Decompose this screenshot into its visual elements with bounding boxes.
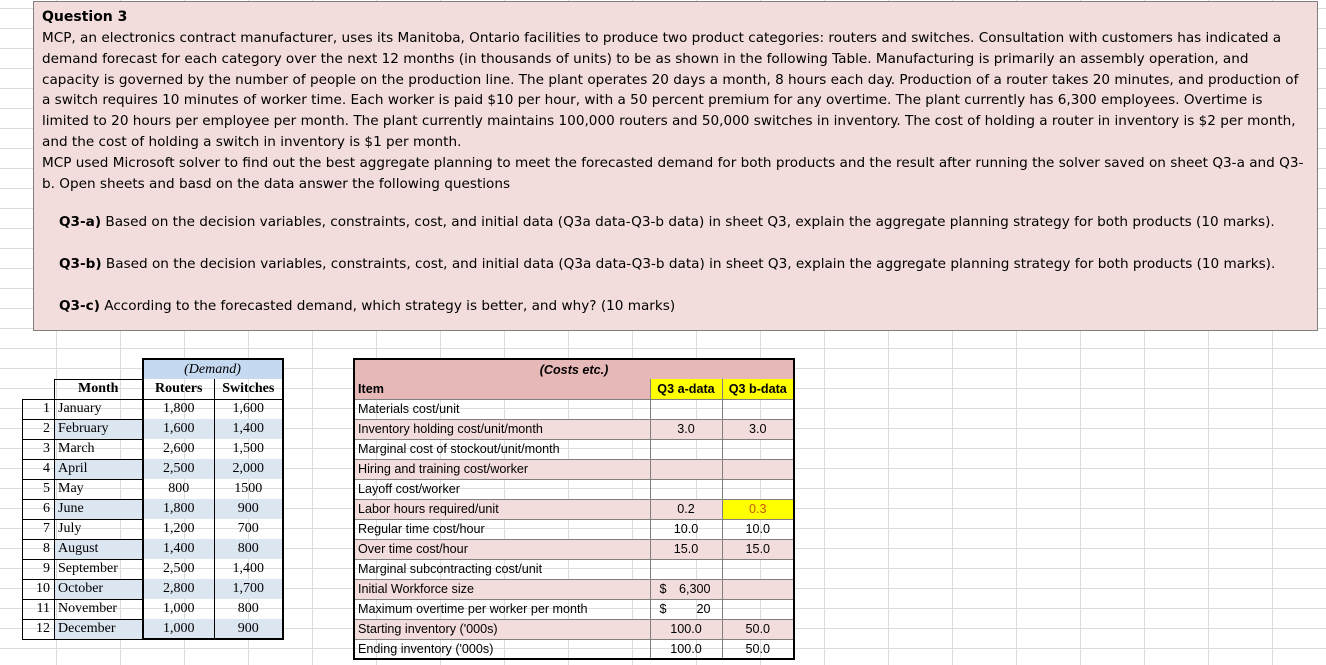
demand-row-switches[interactable]: 1,600 — [215, 399, 283, 419]
costs-row-q3b[interactable]: 10.0 — [722, 519, 794, 539]
demand-row — [23, 479, 283, 499]
costs-row — [354, 399, 794, 419]
demand-header-switches[interactable]: Switches — [215, 379, 283, 399]
sub-question-c-text: According to the forecasted demand, which strategy is better, and why? (10 marks) — [99, 297, 676, 314]
costs-row-q3a[interactable]: 100.0 — [650, 639, 722, 659]
demand-row-month[interactable]: June — [55, 499, 143, 519]
demand-row-index[interactable]: 4 — [23, 459, 55, 479]
costs-row-item[interactable]: Marginal cost of stockout/unit/month — [354, 439, 650, 459]
sub-question-b-text: Based on the decision variables, constraints, cost, and initial data (Q3a data-Q3-b data) in sheet Q3, explain the aggregate planning strategy for both products (10 marks). — [101, 256, 1276, 273]
costs-row — [354, 459, 794, 479]
costs-row-q3a[interactable] — [650, 579, 722, 599]
costs-row-item[interactable]: Maximum overtime per worker per month — [354, 599, 650, 619]
demand-row-month[interactable]: December — [55, 619, 143, 639]
costs-row-q3b[interactable]: 15.0 — [722, 539, 794, 559]
costs-row — [354, 539, 794, 559]
demand-row-switches[interactable]: 700 — [215, 519, 283, 539]
costs-row-q3b[interactable] — [722, 579, 794, 599]
question-paragraph-2: MCP used Microsoft solver to find out the best aggregate planning to meet the forecasted demand for both products and the result after running the solver saved on sheet Q3-a and Q3-b. Open sheets and basd on the data answer the following questions — [42, 154, 1304, 192]
demand-row — [23, 539, 283, 559]
costs-row-q3a[interactable]: 15.0 — [650, 539, 722, 559]
demand-row — [23, 459, 283, 479]
question-3-box — [33, 1, 1318, 331]
costs-row-q3a[interactable]: 3.0 — [650, 419, 722, 439]
demand-row-month[interactable]: May — [55, 479, 143, 499]
sub-question-b — [59, 254, 1309, 275]
question-title: Question 3 — [42, 9, 128, 25]
demand-row-switches[interactable]: 800 — [215, 599, 283, 619]
costs-row-q3b[interactable] — [722, 479, 794, 499]
costs-row — [354, 519, 794, 539]
costs-row-item[interactable]: Over time cost/hour — [354, 539, 650, 559]
sub-question-a-label: Q3-a) — [59, 214, 102, 231]
sub-question-a — [59, 212, 1309, 233]
demand-row-routers[interactable]: 2,600 — [143, 439, 215, 459]
costs-row-q3a[interactable] — [650, 479, 722, 499]
demand-row-switches[interactable]: 1,700 — [215, 579, 283, 599]
sub-question-a-text: Based on the decision variables, constraints, cost, and initial data (Q3a data-Q3-b data) in sheet Q3, explain the aggregate planning strategy for both products (10 marks). — [101, 214, 1275, 231]
sub-question-c-label: Q3-c) — [59, 297, 100, 314]
costs-row-item[interactable]: Starting inventory ('000s) — [354, 619, 650, 639]
demand-row-switches[interactable]: 900 — [215, 499, 283, 519]
demand-row-index[interactable]: 11 — [23, 599, 55, 619]
demand-row-index[interactable]: 9 — [23, 559, 55, 579]
costs-row-q3a[interactable] — [650, 439, 722, 459]
demand-header-month[interactable]: Month — [55, 379, 143, 399]
demand-row-index[interactable]: 10 — [23, 579, 55, 599]
demand-row-index[interactable]: 7 — [23, 519, 55, 539]
demand-row-switches[interactable]: 1500 — [215, 479, 283, 499]
costs-row — [354, 479, 794, 499]
costs-row — [354, 639, 794, 659]
demand-row-month[interactable]: March — [55, 439, 143, 459]
costs-row-q3b[interactable]: 3.0 — [722, 419, 794, 439]
demand-row-switches[interactable]: 1,400 — [215, 559, 283, 579]
demand-row-month[interactable]: October — [55, 579, 143, 599]
costs-row — [354, 619, 794, 639]
sub-question-c — [59, 296, 1309, 317]
sub-question-b-label: Q3-b) — [59, 256, 102, 273]
costs-row-q3a[interactable] — [650, 599, 722, 619]
costs-row-q3b[interactable]: 50.0 — [722, 619, 794, 639]
demand-row-routers[interactable]: 1,000 — [143, 619, 215, 639]
costs-row-q3b[interactable] — [722, 399, 794, 419]
demand-title[interactable]: (Demand) — [143, 359, 283, 379]
costs-row-item[interactable]: Materials cost/unit — [354, 399, 650, 419]
costs-row-q3a[interactable]: 10.0 — [650, 519, 722, 539]
demand-row — [23, 419, 283, 439]
demand-row-routers[interactable]: 800 — [143, 479, 215, 499]
costs-row-item[interactable]: Regular time cost/hour — [354, 519, 650, 539]
demand-row-routers[interactable]: 1,000 — [143, 599, 215, 619]
costs-row-q3b[interactable] — [722, 599, 794, 619]
demand-row-index[interactable]: 8 — [23, 539, 55, 559]
demand-row — [23, 399, 283, 419]
demand-row — [23, 519, 283, 539]
demand-row-month[interactable]: April — [55, 459, 143, 479]
costs-row-q3b[interactable] — [722, 559, 794, 579]
costs-row — [354, 559, 794, 579]
demand-row-month[interactable]: January — [55, 399, 143, 419]
demand-table — [22, 358, 284, 640]
costs-row-q3b[interactable]: 0.3 — [722, 499, 794, 519]
demand-row-switches[interactable]: 1,500 — [215, 439, 283, 459]
demand-row-month[interactable]: August — [55, 539, 143, 559]
demand-row — [23, 599, 283, 619]
demand-row — [23, 499, 283, 519]
demand-row-switches[interactable]: 2,000 — [215, 459, 283, 479]
costs-row — [354, 499, 794, 519]
demand-row-routers[interactable]: 2,500 — [143, 459, 215, 479]
costs-header-item[interactable]: Item — [354, 379, 650, 399]
demand-row — [23, 619, 283, 639]
costs-row-q3a-value: 20 — [696, 602, 711, 616]
costs-row-item[interactable]: Initial Workforce size — [354, 579, 650, 599]
costs-row-q3a[interactable]: 100.0 — [650, 619, 722, 639]
costs-row — [354, 579, 794, 599]
costs-row-item[interactable]: Ending inventory ('000s) — [354, 639, 650, 659]
demand-row-routers[interactable]: 2,800 — [143, 579, 215, 599]
costs-header-q3a[interactable]: Q3 a-data — [650, 379, 722, 399]
costs-row-q3b[interactable] — [722, 459, 794, 479]
costs-title[interactable]: (Costs etc.) — [354, 359, 794, 379]
demand-row — [23, 579, 283, 599]
costs-row-q3a[interactable]: 0.2 — [650, 499, 722, 519]
demand-row-switches[interactable]: 800 — [215, 539, 283, 559]
question-paragraph-1: MCP, an electronics contract manufacturer, uses its Manitoba, Ontario facilities to produce two product categories: routers and switches. Consultation with customers has indicated a demand forecast for each category over the next 12 months (in thousands of units) to be as shown in the following Table. Manufacturing is primarily an assembly operation, and capacity is governed by the number of people on the production line. The plant operates 20 days a month, 8 hours each day. Production of a router takes 20 minutes, and production of a switch requires 10 minutes of worker time. Each worker is paid $10 per hour, with a 50 percent premium for any overtime. The plant currently has 6,300 employees. Overtime is limited to 20 hours per employee per month. The plant currently maintains 100,000 routers and 50,000 switches in inventory. The cost of holding a router in inventory is $2 per month, and the cost of holding a switch in inventory is $1 per month. — [42, 30, 1299, 150]
costs-row-item[interactable]: Marginal subcontracting cost/unit — [354, 559, 650, 579]
costs-header-q3b[interactable]: Q3 b-data — [722, 379, 794, 399]
demand-row — [23, 439, 283, 459]
demand-header-routers[interactable]: Routers — [143, 379, 215, 399]
costs-row — [354, 439, 794, 459]
costs-row-q3a[interactable] — [650, 459, 722, 479]
costs-row-q3a[interactable] — [650, 399, 722, 419]
demand-row-index[interactable]: 2 — [23, 419, 55, 439]
demand-row-routers[interactable]: 2,500 — [143, 559, 215, 579]
dollar-sign: $ — [659, 582, 667, 596]
demand-row — [23, 559, 283, 579]
demand-row-routers[interactable]: 1,800 — [143, 399, 215, 419]
demand-row-index[interactable]: 12 — [23, 619, 55, 639]
demand-row-month[interactable]: September — [55, 559, 143, 579]
costs-row-item[interactable]: Inventory holding cost/unit/month — [354, 419, 650, 439]
costs-row — [354, 419, 794, 439]
demand-row-index[interactable]: 5 — [23, 479, 55, 499]
demand-row-index[interactable]: 1 — [23, 399, 55, 419]
demand-row-routers[interactable]: 1,800 — [143, 499, 215, 519]
demand-row-index[interactable]: 6 — [23, 499, 55, 519]
costs-row-q3a-value: 6,300 — [678, 582, 711, 596]
costs-row-item[interactable]: Labor hours required/unit — [354, 499, 650, 519]
demand-row-month[interactable]: February — [55, 419, 143, 439]
demand-row-switches[interactable]: 900 — [215, 619, 283, 639]
demand-row-index[interactable]: 3 — [23, 439, 55, 459]
costs-row — [354, 599, 794, 619]
costs-row-q3a[interactable] — [650, 559, 722, 579]
costs-row-q3b[interactable] — [722, 439, 794, 459]
demand-row-routers[interactable]: 1,400 — [143, 539, 215, 559]
costs-row-item[interactable]: Layoff cost/worker — [354, 479, 650, 499]
demand-row-routers[interactable]: 1,200 — [143, 519, 215, 539]
costs-table — [353, 358, 795, 660]
demand-row-month[interactable]: November — [55, 599, 143, 619]
demand-row-switches[interactable]: 1,400 — [215, 419, 283, 439]
demand-row-routers[interactable]: 1,600 — [143, 419, 215, 439]
dollar-sign: $ — [659, 602, 667, 616]
demand-row-month[interactable]: July — [55, 519, 143, 539]
costs-row-item[interactable]: Hiring and training cost/worker — [354, 459, 650, 479]
costs-row-q3b[interactable]: 50.0 — [722, 639, 794, 659]
